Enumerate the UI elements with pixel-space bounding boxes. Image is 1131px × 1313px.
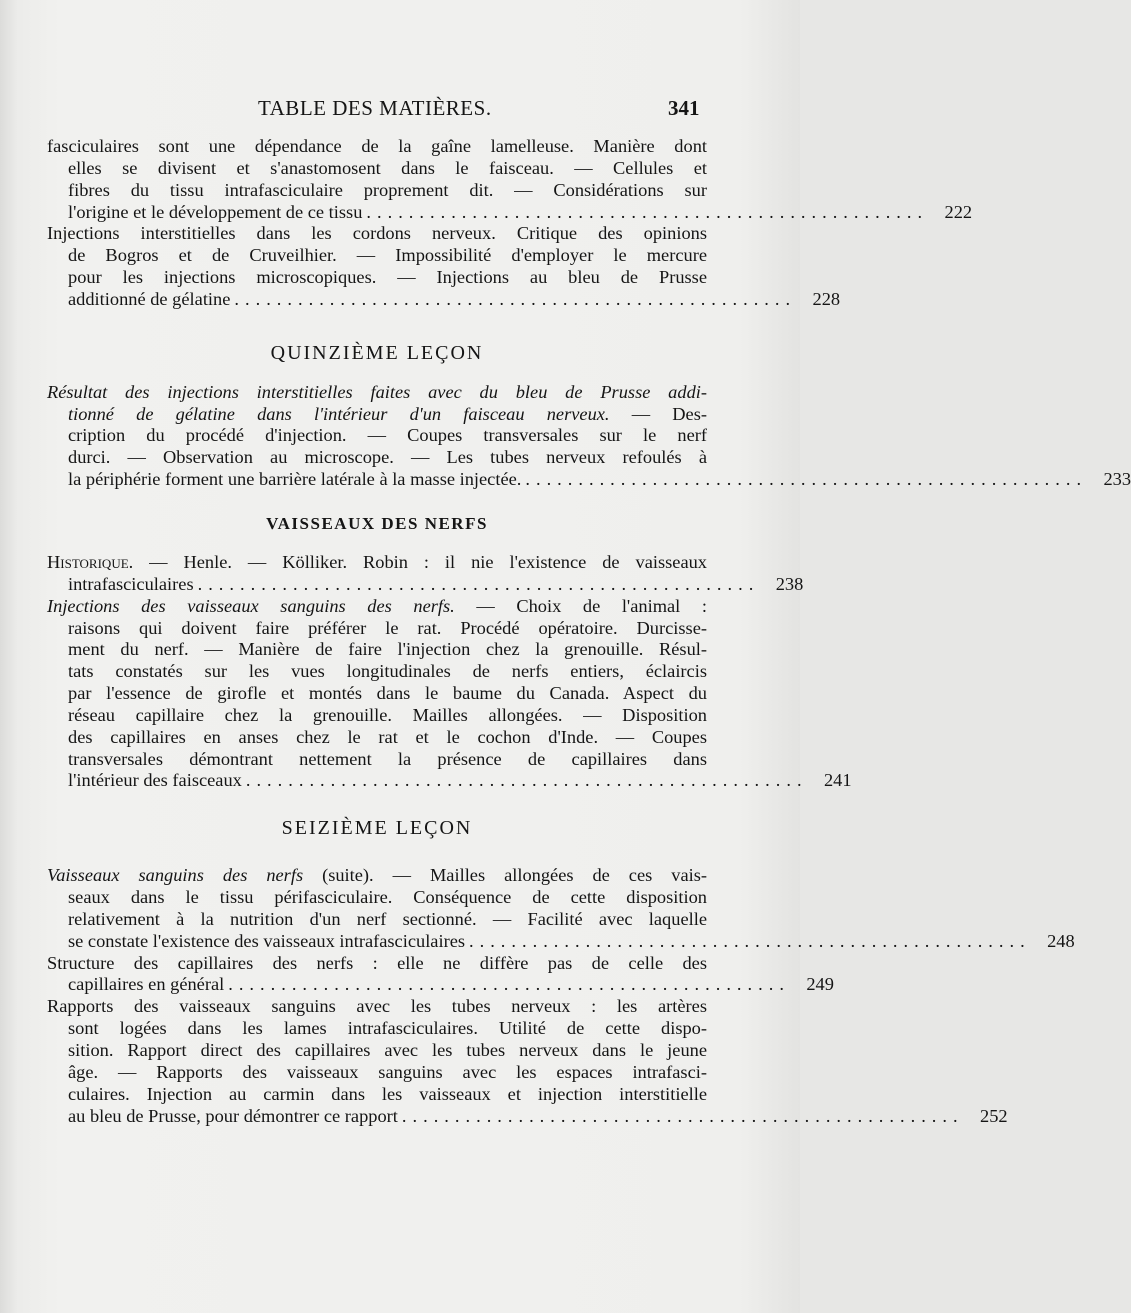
entry-last-line <box>47 974 834 996</box>
entry-italic-text: Injections des vaisseaux sanguins des nerfs. <box>47 595 455 616</box>
running-header <box>0 96 800 126</box>
dot-leaders: ..................................................... <box>228 974 790 995</box>
entry-line: sition. Rapport direct des capillaires avec les tubes nerveux dans le jeune <box>68 1040 707 1060</box>
entry-italic-text: Résultat des injections interstitielles faites avec du bleu de Prusse addi- <box>47 381 707 402</box>
entry-line: elles se divisent et s'anastomosent dans le faisceau. — Cellules et <box>68 157 707 178</box>
entry-text: — Henle. — Kölliker. Robin : il nie l'existence de vaisseaux <box>133 551 707 572</box>
entry-text: additionné de gélatine <box>68 288 231 309</box>
section-heading: QUINZIÈME LEÇON <box>270 341 484 364</box>
page-title: TABLE DES MATIÈRES. <box>258 96 492 120</box>
entry-last-line <box>47 288 841 311</box>
entry-line: fasciculaires sont une dépendance de la gaîne lamelleuse. Manière dont <box>47 136 707 156</box>
entry-page-number: 241 <box>823 770 852 791</box>
entry-line: culaires. Injection au carmin dans les vaisseaux et injection interstitielle <box>68 1083 707 1104</box>
dot-leaders: ..................................................... <box>245 770 808 791</box>
entry-italic-text: tionné de gélatine dans l'intérieur d'un faisceau nerveux. <box>68 403 610 424</box>
entry-line <box>47 404 707 426</box>
entry-page-number: 252 <box>980 1105 1008 1126</box>
entry-line: sont logées dans les lames intrafasciculaires. Utilité de cette dispo- <box>68 1018 707 1039</box>
dot-leaders: ..................................................... <box>234 288 797 309</box>
dot-leaders: ..................................................... <box>401 1105 964 1126</box>
entry-line <box>47 596 707 618</box>
entry-line <box>47 382 707 404</box>
toc-entry <box>47 136 973 223</box>
toc-entry <box>47 381 1131 491</box>
entry-last-line <box>47 573 804 596</box>
entry-line: fibres du tissu intrafasciculaire proprement dit. — Considérations sur <box>68 179 707 200</box>
entry-line <box>47 552 707 574</box>
entry-line: relativement à la nutrition d'un nerf sectionné. — Facilité avec laquelle <box>68 908 707 929</box>
entry-line: par l'essence de girofle et montés dans le baume du Canada. Aspect du <box>68 683 707 704</box>
entry-page-number: 249 <box>806 974 834 995</box>
entry-line: transversales démontrant nettement la présence de capillaires dans <box>68 748 707 769</box>
entry-text: — Choix de l'animal : <box>454 595 707 616</box>
entry-line: Rapports des vaisseaux sanguins avec les tubes nerveux : les artères <box>47 996 707 1017</box>
entry-text: se constate l'existence des vaisseaux intrafasciculaires <box>68 930 466 951</box>
entry-line: tats constatés sur les vues longitudinales de nerfs entiers, éclaircis <box>68 661 707 682</box>
toc-entry <box>47 595 852 793</box>
entry-last-line <box>47 930 1075 953</box>
entry-smallcaps-text: Historique. <box>47 551 134 572</box>
entry-line: Structure des capillaires des nerfs : elle ne diffère pas de celle des <box>47 952 707 973</box>
section-heading: SEIZIÈME LEÇON <box>281 817 473 840</box>
entry-line: âge. — Rapports des vaisseaux sanguins avec les espaces intrafasci- <box>68 1061 707 1082</box>
entry-line: ment du nerf. — Manière de faire l'injection chez la grenouille. Résul- <box>68 639 707 660</box>
entry-text: intrafasciculaires <box>68 573 194 594</box>
entry-text: au bleu de Prusse, pour démontrer ce rapport <box>68 1105 398 1126</box>
toc-entry <box>47 223 841 310</box>
entry-text: l'intérieur des faisceaux <box>68 770 242 791</box>
entry-line: de Bogros et de Cruveilhier. — Impossibilité d'employer le mercure <box>68 245 707 266</box>
entry-last-line <box>47 201 973 224</box>
dot-leaders: ..................................................... <box>197 573 760 594</box>
entry-text: l'origine et le développement de ce tissu <box>68 201 363 222</box>
entry-page-number: 228 <box>812 288 841 309</box>
entry-line: Injections interstitielles dans les cordons nerveux. Critique des opinions <box>47 223 707 244</box>
dot-leaders: ..................................................... <box>366 201 929 222</box>
entry-line: cription du procédé d'injection. — Coupes transversales sur le nerf <box>68 425 707 446</box>
entry-line: seaux dans le tissu périfasciculaire. Conséquence de cette disposition <box>68 887 707 908</box>
entry-last-line <box>47 770 852 792</box>
entry-text: capillaires en général <box>68 974 225 995</box>
entry-page-number: 238 <box>775 573 804 594</box>
entry-text: (suite). — Mailles allongées de ces vais- <box>303 865 707 886</box>
entry-page-number: 233 <box>1103 469 1131 490</box>
table-of-contents <box>47 136 1131 1127</box>
section-heading: VAISSEAUX DES NERFS <box>266 513 488 533</box>
entry-italic-text: Vaisseaux sanguins des nerfs <box>47 865 304 886</box>
entry-page-number: 248 <box>1047 930 1075 951</box>
page-number: 341 <box>668 96 700 120</box>
entry-line: réseau capillaire chez la grenouille. Mailles allongées. — Disposition <box>68 704 707 725</box>
toc-entry <box>47 865 1075 952</box>
toc-entry <box>47 996 1008 1127</box>
entry-text: — Des- <box>609 403 707 424</box>
entry-line <box>47 865 707 887</box>
entry-page-number: 222 <box>944 201 973 222</box>
entry-last-line <box>47 469 1131 491</box>
entry-line: durci. — Observation au microscope. — Les tubes nerveux refoulés à <box>68 447 707 468</box>
toc-entry <box>47 952 834 997</box>
dot-leaders: ..................................................... <box>469 930 1031 951</box>
entry-line: raisons qui doivent faire préférer le rat. Procédé opératoire. Durcisse- <box>68 617 707 638</box>
entry-line: pour les injections microscopiques. — Injections au bleu de Prusse <box>68 267 707 288</box>
entry-text: la périphérie forment une barrière latérale à la masse injectée. <box>68 469 522 490</box>
toc-entry <box>47 551 804 596</box>
entry-line: des capillaires en anses chez le rat et le cochon d'Inde. — Coupes <box>68 726 707 747</box>
entry-last-line <box>47 1105 1008 1128</box>
dot-leaders: ..................................................... <box>525 469 1088 490</box>
